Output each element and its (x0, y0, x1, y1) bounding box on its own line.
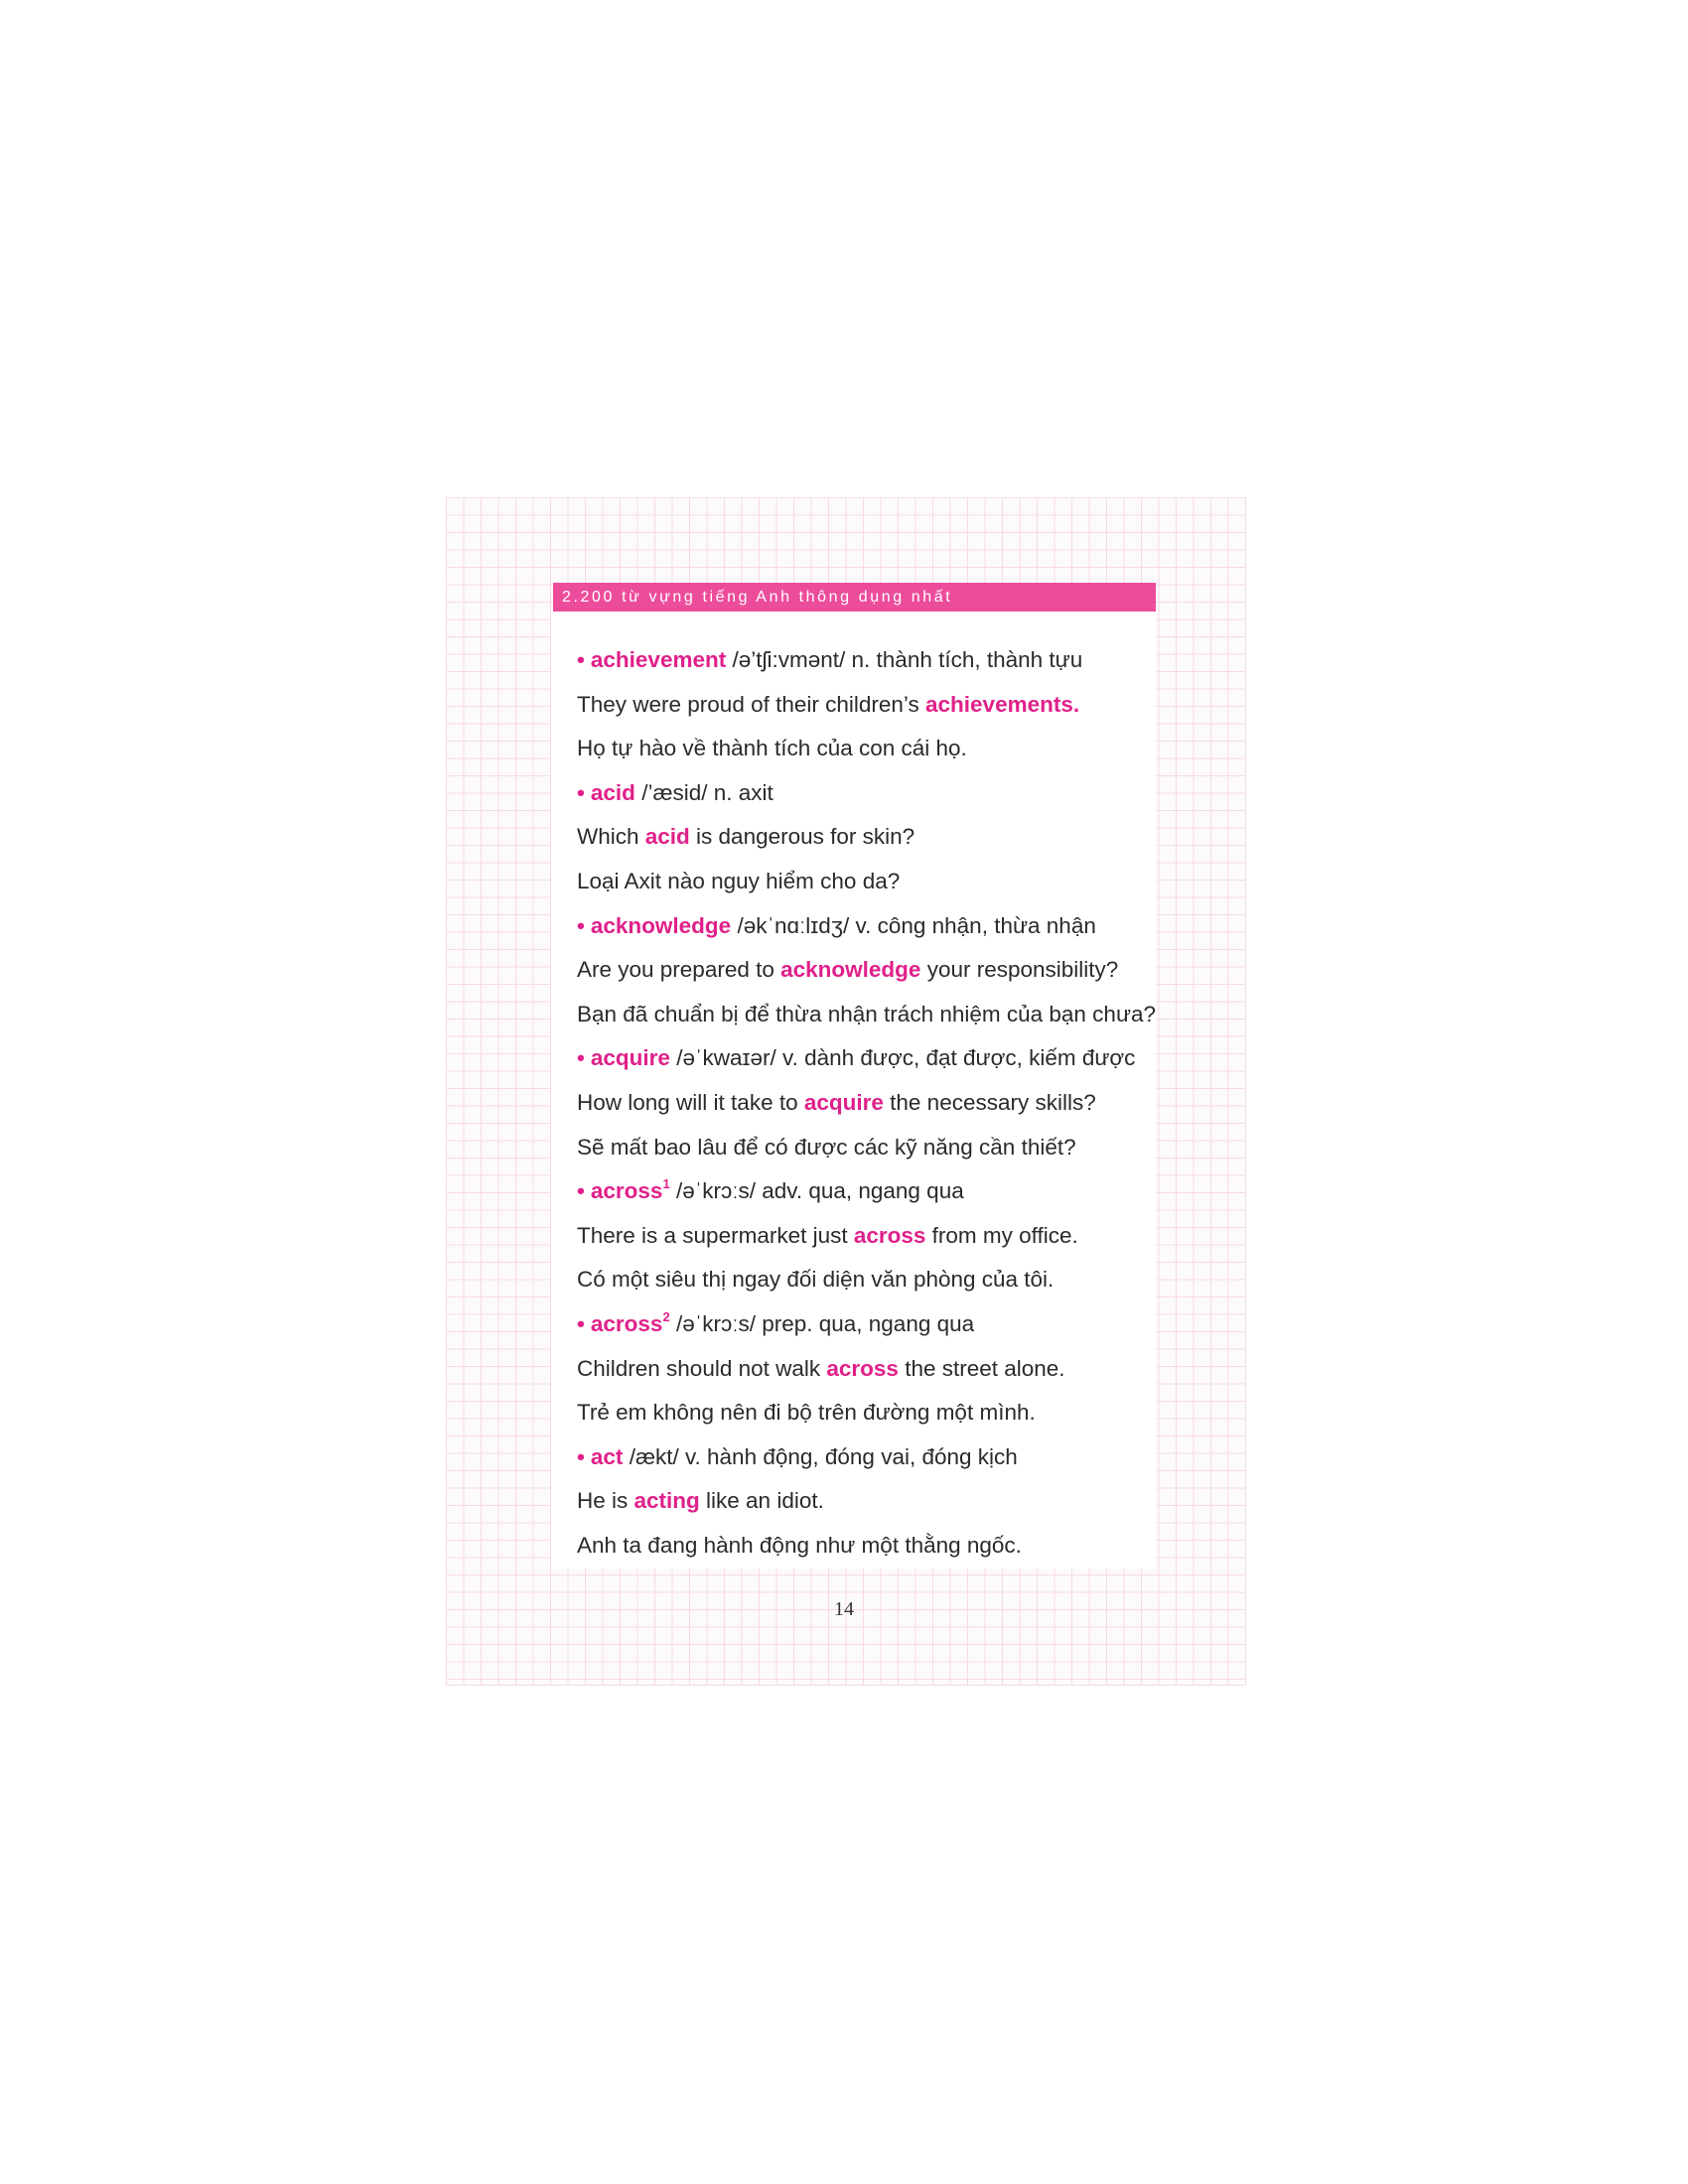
example-sentence: Children should not walk across the street alone. (577, 1355, 1065, 1381)
headword-superscript: 2 (662, 1308, 670, 1324)
translation: Loại Axit nào nguy hiểm cho da? (577, 868, 901, 893)
example-highlight: acquire (803, 1089, 884, 1115)
translation: Có một siêu thị ngay đối diện văn phòng của tôi. (577, 1267, 1055, 1293)
entry-headword-line (577, 638, 1193, 683)
translation: Anh ta đang hành động như một thằng ngốc. (577, 1532, 1022, 1558)
example-highlight: acting (633, 1488, 700, 1514)
headword: act (590, 1443, 624, 1469)
example-sentence: They were proud of their children’s achievements. (577, 691, 1080, 717)
example-highlight: across (853, 1222, 926, 1248)
translation: Họ tự hào về thành tích của con cái họ. (577, 736, 967, 761)
entry-headword-line (577, 904, 1193, 949)
bullet-icon: • (577, 1178, 585, 1204)
headword: acid (590, 779, 635, 805)
example-highlight: acknowledge (780, 957, 921, 983)
bullet-icon: • (577, 912, 585, 938)
definition: /ə’tʃi:vmənt/ n. thành tích, thành tựu (732, 647, 1083, 672)
entry-headword-line (577, 1169, 1193, 1214)
bullet-icon: • (577, 1310, 585, 1336)
headword-superscript: 1 (662, 1176, 670, 1192)
bullet-icon: • (577, 1443, 585, 1469)
translation: Trẻ em không nên đi bộ trên đường một mình. (577, 1400, 1036, 1426)
definition: /əkˈnɑːlɪdʒ/ v. công nhận, thừa nhận (737, 912, 1096, 938)
example-sentence: How long will it take to acquire the necessary skills? (577, 1089, 1096, 1115)
example-sentence: Are you prepared to acknowledge your responsibility? (577, 957, 1119, 983)
entry-headword-line (577, 1302, 1193, 1347)
page-header: 2.200 từ vựng tiếng Anh thông dụng nhất (553, 583, 1156, 612)
entry-headword-line (577, 1036, 1193, 1081)
bullet-icon: • (577, 1045, 585, 1071)
bullet-icon: • (577, 779, 585, 805)
translation: Bạn đã chuẩn bị để thừa nhận trách nhiệm của bạn chưa? (577, 1001, 1157, 1026)
headword: acknowledge (590, 912, 732, 938)
page-number: 14 (834, 1598, 854, 1620)
bullet-icon: • (577, 647, 585, 672)
definition: /əˈkrɔːs/ prep. qua, ngang qua (675, 1310, 975, 1336)
example-sentence: Which acid is dangerous for skin? (577, 824, 915, 850)
entry-headword-line (577, 771, 1193, 816)
example-highlight: across (826, 1355, 899, 1381)
headword: acquire (590, 1045, 670, 1071)
example-highlight: acid (644, 824, 690, 850)
definition: /əˈkrɔːs/ adv. qua, ngang qua (675, 1178, 964, 1204)
example-highlight: achievements. (925, 691, 1080, 717)
translation: Sẽ mất bao lâu để có được các kỹ năng cần thiết? (577, 1134, 1076, 1160)
headword: across$^1$ (590, 1176, 670, 1204)
definition: /əˈkwaɪər/ v. dành được, đạt được, kiếm được (676, 1045, 1136, 1071)
definition: /’æsid/ n. axit (641, 779, 774, 805)
headword: across$^2$ (590, 1308, 670, 1336)
example-sentence: There is a supermarket just across from my office. (577, 1222, 1078, 1248)
example-sentence: He is acting like an idiot. (577, 1488, 824, 1514)
headword: achievement (590, 647, 727, 672)
entry-headword-line (577, 1435, 1193, 1480)
definition: /ækt/ v. hành động, đóng vai, đóng kịch (629, 1443, 1018, 1469)
vocabulary-list (577, 638, 1193, 1568)
